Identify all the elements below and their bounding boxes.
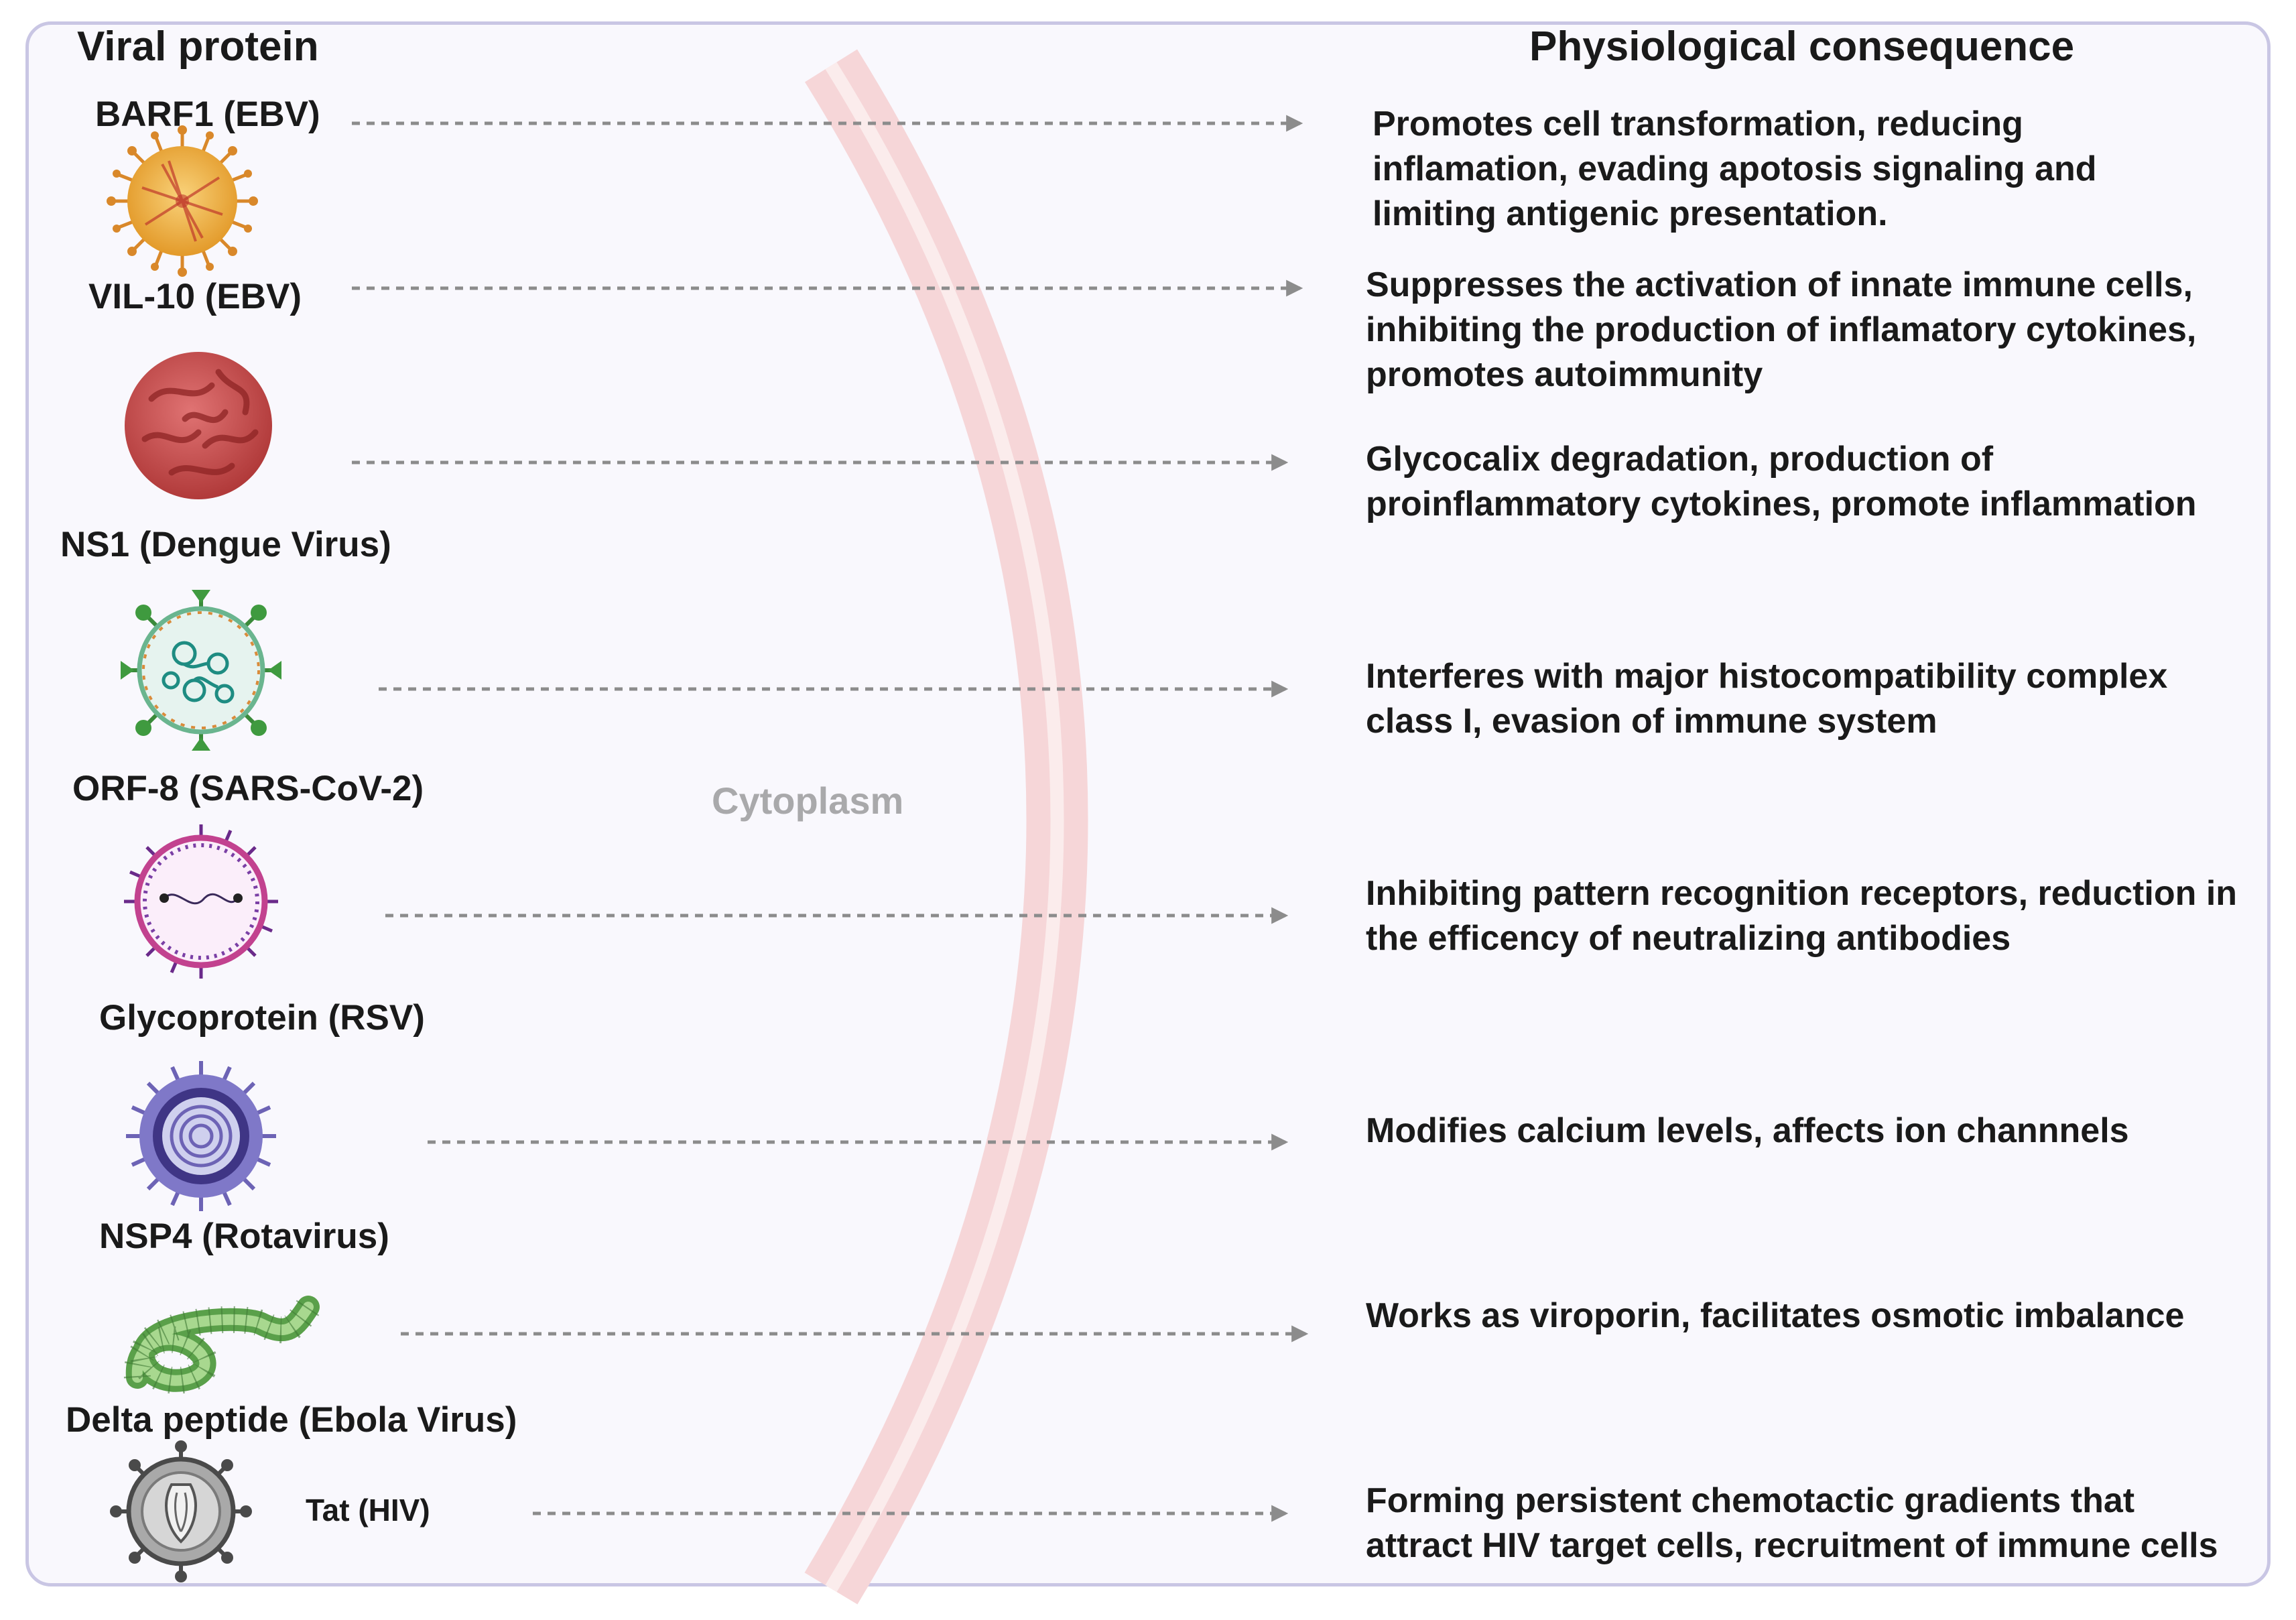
coronavirus-like-orange-icon [107,125,258,277]
consequence-vil10: Suppresses the activation of innate immune cells, inhibiting the production of inflamatory cytokines, promotes autoimmunity [1366,265,2197,394]
protein-label-tat: Tat (HIV) [306,1493,430,1528]
consequence-ebola: Works as viroporin, facilitates osmotic imbalance [1366,1296,2185,1335]
consequence-orf8: Interferes with major histocompatibility complex class I, evasion of immune system [1366,657,2168,741]
grey-hiv-virus-icon [110,1440,252,1582]
consequence-barf1: Promotes cell transformation, reducing inflamation, evading apotosis signaling and limiting antigenic presentation. [1373,105,2097,233]
physiological-consequence-header: Physiological consequence [1529,23,2075,70]
protein-label-ns1: NS1 (Dengue Virus) [60,525,391,564]
protein-label-barf1: BARF1 (EBV) [95,95,320,134]
consequence-rsv: Inhibiting pattern recognition receptors, reduction in the efficency of neutralizing antibodies [1366,874,2238,958]
red-textured-virus-icon [125,352,272,499]
cell-membrane [831,66,1058,1588]
consequence-ns1: Glycocalix degradation, production of proinflammatory cytokines, promote inflammation [1366,440,2197,523]
protein-label-vil10: VIL-10 (EBV) [88,277,302,316]
purple-rotavirus-icon [126,1061,276,1211]
viral-protein-header: Viral protein [77,23,319,70]
green-spiked-virus-icon [121,590,281,751]
protein-label-ebola: Delta peptide (Ebola Virus) [66,1400,517,1440]
green-filament-ebola-icon [137,1307,308,1381]
protein-label-rsv: Glycoprotein (RSV) [99,998,425,1038]
cytoplasm-label: Cytoplasm [712,780,904,822]
protein-label-nsp4: NSP4 (Rotavirus) [99,1217,389,1256]
consequence-nsp4: Modifies calcium levels, affects ion channnels [1366,1111,2129,1150]
protein-label-orf8: ORF-8 (SARS-CoV-2) [72,769,424,808]
purple-pink-virus-icon [124,824,278,979]
consequence-tat: Forming persistent chemotactic gradients that attract HIV target cells, recruitment of immune cells [1366,1481,2218,1565]
